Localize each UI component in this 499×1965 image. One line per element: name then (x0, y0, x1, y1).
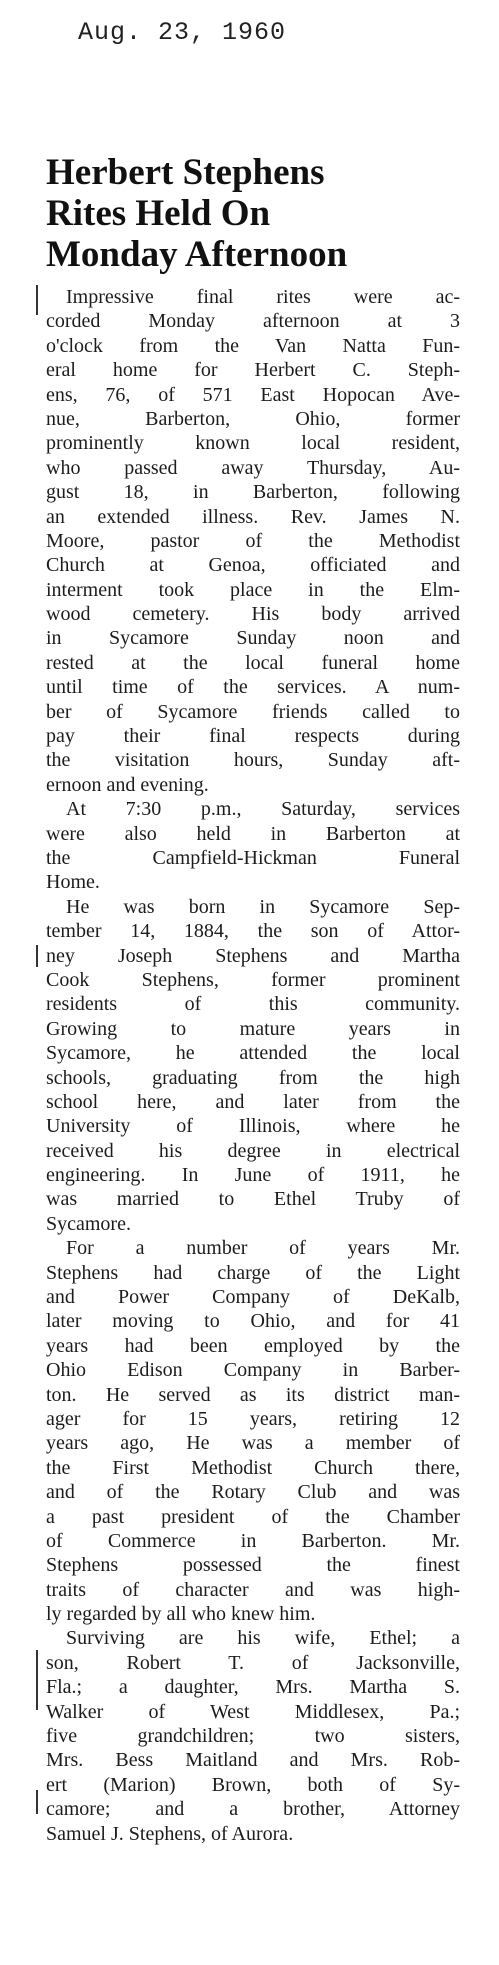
article-line: pay their final respects during (46, 725, 460, 748)
article-line: prominently known local resident, (46, 432, 460, 455)
article-line: Cook Stephens, former prominent (46, 968, 460, 991)
article-line: traits of character and was high- (46, 1578, 460, 1601)
article-line: Surviving are his wife, Ethel; a (66, 1627, 460, 1650)
article-line: received his degree in electrical (46, 1139, 460, 1162)
article-paragraph (46, 1626, 460, 1846)
article-line: was married to Ethel Truby of (46, 1188, 460, 1211)
article-line: were also held in Barberton at (46, 822, 460, 845)
article-line: the visitation hours, Sunday aft- (46, 749, 460, 772)
left-margin-mark (36, 945, 38, 967)
left-margin-mark (36, 1790, 38, 1814)
article-paragraph (46, 285, 460, 797)
article-line: He was born in Sycamore Sep- (66, 895, 460, 918)
article-line: ernoon and evening. (46, 773, 209, 796)
article-line: years ago, He was a member of (46, 1432, 460, 1455)
article-line: Ohio Edison Company in Barber- (46, 1359, 460, 1382)
article-line: Impressive final rites were ac- (66, 286, 460, 308)
article-line: ens, 76, of 571 East Hopocan Ave- (46, 383, 460, 406)
article-paragraph (46, 1236, 460, 1626)
left-margin-mark (36, 285, 38, 315)
headline-line: Monday Afternoon (46, 234, 348, 275)
article-line: Stephens possessed the finest (46, 1554, 460, 1577)
article-line: ly regarded by all who knew him. (46, 1603, 316, 1626)
article-line: Samuel J. Stephens, of Aurora. (46, 1822, 294, 1845)
article-line: Sycamore. (46, 1212, 131, 1235)
article-line: corded Monday afternoon at 3 (46, 310, 460, 333)
article-paragraph (46, 797, 460, 895)
article-line: the First Methodist Church there, (46, 1456, 460, 1479)
article-line: of Commerce in Barberton. Mr. (46, 1529, 460, 1552)
article-line: Moore, pastor of the Methodist (46, 529, 460, 552)
article-line: and of the Rotary Club and was (46, 1481, 460, 1504)
article-line: and Power Company of DeKalb, (46, 1286, 460, 1309)
newspaper-clipping (40, 152, 460, 1846)
article-line: ney Joseph Stephens and Martha (46, 944, 460, 967)
article-line: nue, Barberton, Ohio, former (46, 407, 460, 430)
article-line: an extended illness. Rev. James N. (46, 505, 460, 528)
article-line: Fla.; a daughter, Mrs. Martha S. (46, 1676, 460, 1699)
left-margin-mark (36, 1650, 38, 1710)
article-line: camore; and a brother, Attorney (46, 1798, 460, 1821)
article-line: Stephens had charge of the Light (46, 1261, 460, 1284)
article-line: rested at the local funeral home (46, 651, 460, 674)
article-line: schools, graduating from the high (46, 1066, 460, 1089)
article-line: Growing to mature years in (46, 1017, 460, 1040)
article-line: wood cemetery. His body arrived (46, 603, 460, 626)
article-line: For a number of years Mr. (66, 1237, 460, 1260)
article-line: the Campfield-Hickman Funeral (46, 846, 460, 869)
headline-line: Rites Held On (46, 193, 271, 234)
headline-line: Herbert Stephens (46, 152, 325, 193)
article-line: o'clock from the Van Natta Fun- (46, 334, 460, 357)
article-line: a past president of the Chamber (46, 1505, 460, 1528)
article-paragraph (46, 895, 460, 1236)
article-line: eral home for Herbert C. Steph- (46, 359, 460, 382)
article-line: tember 14, 1884, the son of Attor- (46, 920, 460, 943)
article-line: Home. (46, 871, 100, 894)
article-line: engineering. In June of 1911, he (46, 1164, 460, 1187)
article-line: son, Robert T. of Jacksonville, (46, 1651, 460, 1674)
article-line: At 7:30 p.m., Saturday, services (66, 798, 460, 821)
article-line: Walker of West Middlesex, Pa.; (46, 1700, 460, 1723)
article-line: until time of the services. A num- (46, 676, 460, 699)
article-line: ber of Sycamore friends called to (46, 700, 460, 723)
article-line: years had been employed by the (46, 1334, 460, 1357)
article-line: school here, and later from the (46, 1090, 460, 1113)
article-line: in Sycamore Sunday noon and (46, 627, 460, 650)
article-line: ert (Marion) Brown, both of Sy- (46, 1773, 460, 1796)
article-line: Mrs. Bess Maitland and Mrs. Rob- (46, 1749, 460, 1772)
article-line: five grandchildren; two sisters, (46, 1725, 460, 1748)
article-line: gust 18, in Barberton, following (46, 481, 460, 504)
article-line: Sycamore, he attended the local (46, 1042, 460, 1065)
article-line: who passed away Thursday, Au- (46, 456, 460, 479)
article-line: residents of this community. (46, 993, 460, 1016)
article-line: ager for 15 years, retiring 12 (46, 1407, 460, 1430)
article-line: later moving to Ohio, and for 41 (46, 1310, 460, 1333)
article-body (46, 285, 460, 1846)
article-line: Church at Genoa, officiated and (46, 554, 460, 577)
article-line: interment took place in the Elm- (46, 578, 460, 601)
article-line: ton. He served as its district man- (46, 1383, 460, 1406)
headline (46, 152, 460, 275)
date-line: Aug. 23, 1960 (78, 18, 287, 47)
article-line: University of Illinois, where he (46, 1115, 460, 1138)
